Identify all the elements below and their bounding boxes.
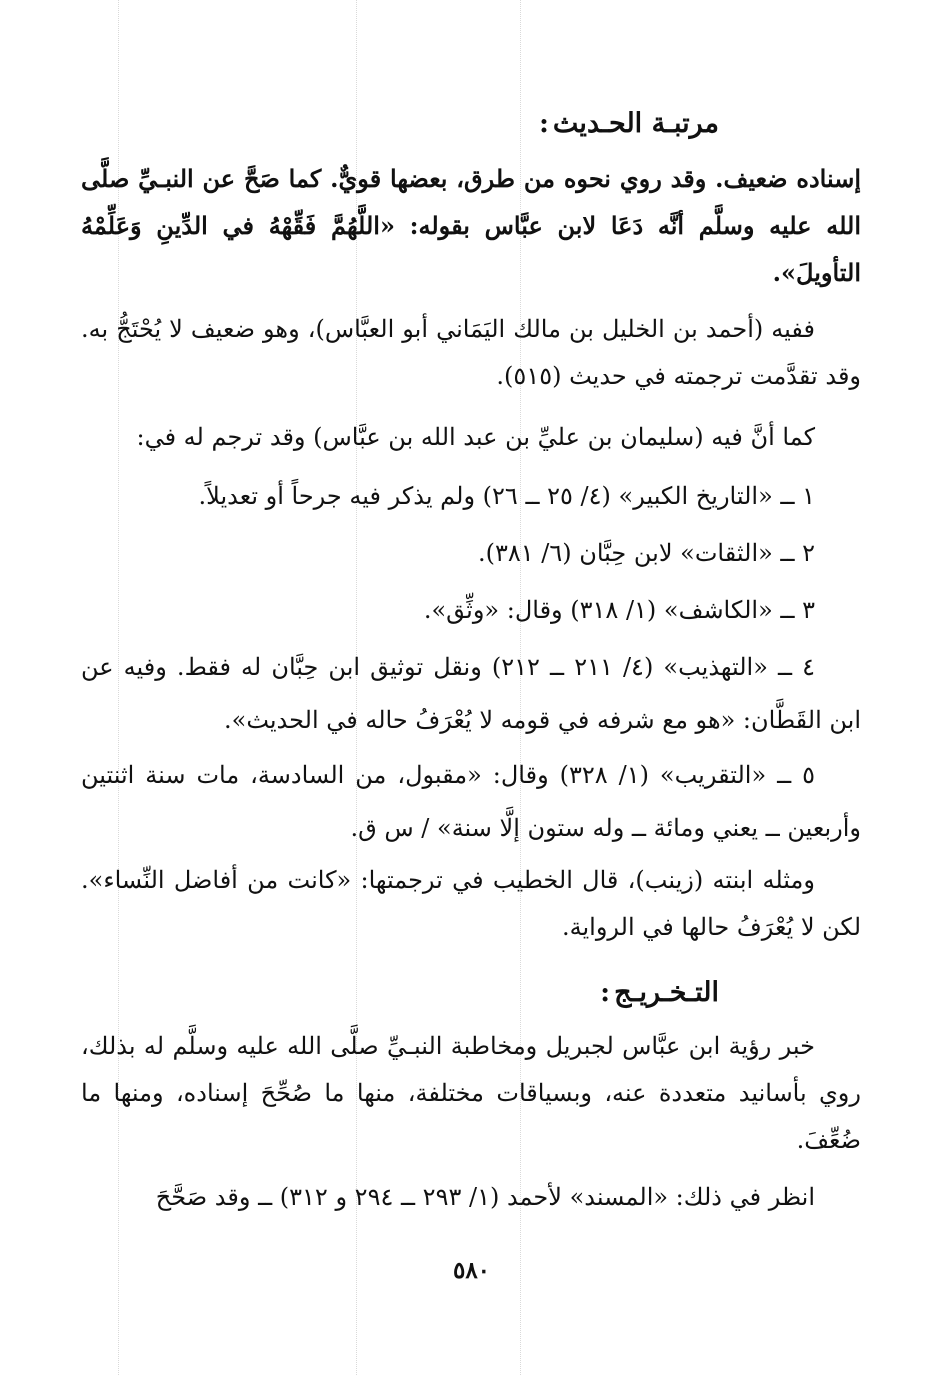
list-item: ١ ــ «التاريخ الكبير» (٤/ ٢٥ ــ ٢٦) ولم يذكر فيه جرحاً أو تعديلاً.: [198, 482, 815, 510]
paragraph-references: انظر في ذلك: «المسند» لأحمد (١/ ٢٩٣ ــ ٢٩٤ و ٣١٢) ــ وقد صَحَّحَ: [155, 1183, 815, 1211]
list-item: ٢ ــ «الثقات» لابن حِبَّان (٦/ ٣٨١).: [477, 539, 815, 567]
section-heading-title: التـخـريـج: [614, 977, 719, 1008]
list-item: ٤ ــ «التهذيب» (٤/ ٢١١ ــ ٢١٢) ونقل توثيق ابن حِبَّان له فقط. وفيه عن ابن القَطَّان: «هو مع شرفه في قومه لا يُعْرَفُ حاله في الحديث».: [81, 653, 861, 734]
section-heading-colon: :: [600, 977, 611, 1008]
list-item: ٣ ــ «الكاشف» (١/ ٣١٨) وقال: «وثِّق».: [423, 596, 815, 624]
list-item: ٥ ــ «التقريب» (١/ ٣٢٨) وقال: «مقبول، من السادسة، مات سنة اثنتين وأربعين ــ يعني ومائة ــ وله ستون إلَّا سنة» / س ق.: [81, 761, 861, 842]
section-heading-hadith-grade: [539, 104, 719, 144]
paragraph-daughter-zaynab: ومثله ابنته (زينب)، قال الخطيب في ترجمتها: «كانت من أفاضل النِّساء». لكن لا يُعْرَفُ حالها في الرواية.: [81, 866, 861, 941]
page-number: ٥٨٠: [452, 1257, 491, 1284]
paragraph-narrator-sulayman: كما أنَّ فيه (سليمان بن عليِّ بن عبد الله بن عبَّاس) وقد ترجم له في:: [136, 423, 815, 451]
section-heading-colon: :: [538, 108, 549, 139]
section-heading-takhrij: [600, 973, 719, 1013]
paragraph-narrator-ahmad: ففيه (أحمد بن الخليل بن مالك اليَمَاني أبو العبَّاس)، وهو ضعيف لا يُحْتَجُّ به. وقد تقدَّمت ترجمته في حديث (٥١٥).: [81, 315, 861, 390]
paragraph-isnad-grade: إسناده ضعيف. وقد روي نحوه من طرق، بعضها قويٌّ. كما صَحَّ عن النبـيِّ صلَّى الله عليه وسلَّم أنَّه دَعَا لابن عبَّاس بقوله: «اللَّهُمَّ فَقِّهْهُ في الدِّينِ وَعَلِّمْهُ التأويلَ».: [81, 164, 862, 287]
paragraph-takhrij-summary: خبر رؤية ابن عبَّاس لجبريل ومخاطبة النبـيِّ صلَّى الله عليه وسلَّم له بذلك، روي بأسانيد متعددة عنه، وبسياقات مختلفة، منها ما صُحِّحَ إسناده، ومنها ما ضُعِّفَ.: [81, 1032, 861, 1154]
section-heading-title: مرتبـة الحـديث: [552, 108, 719, 139]
